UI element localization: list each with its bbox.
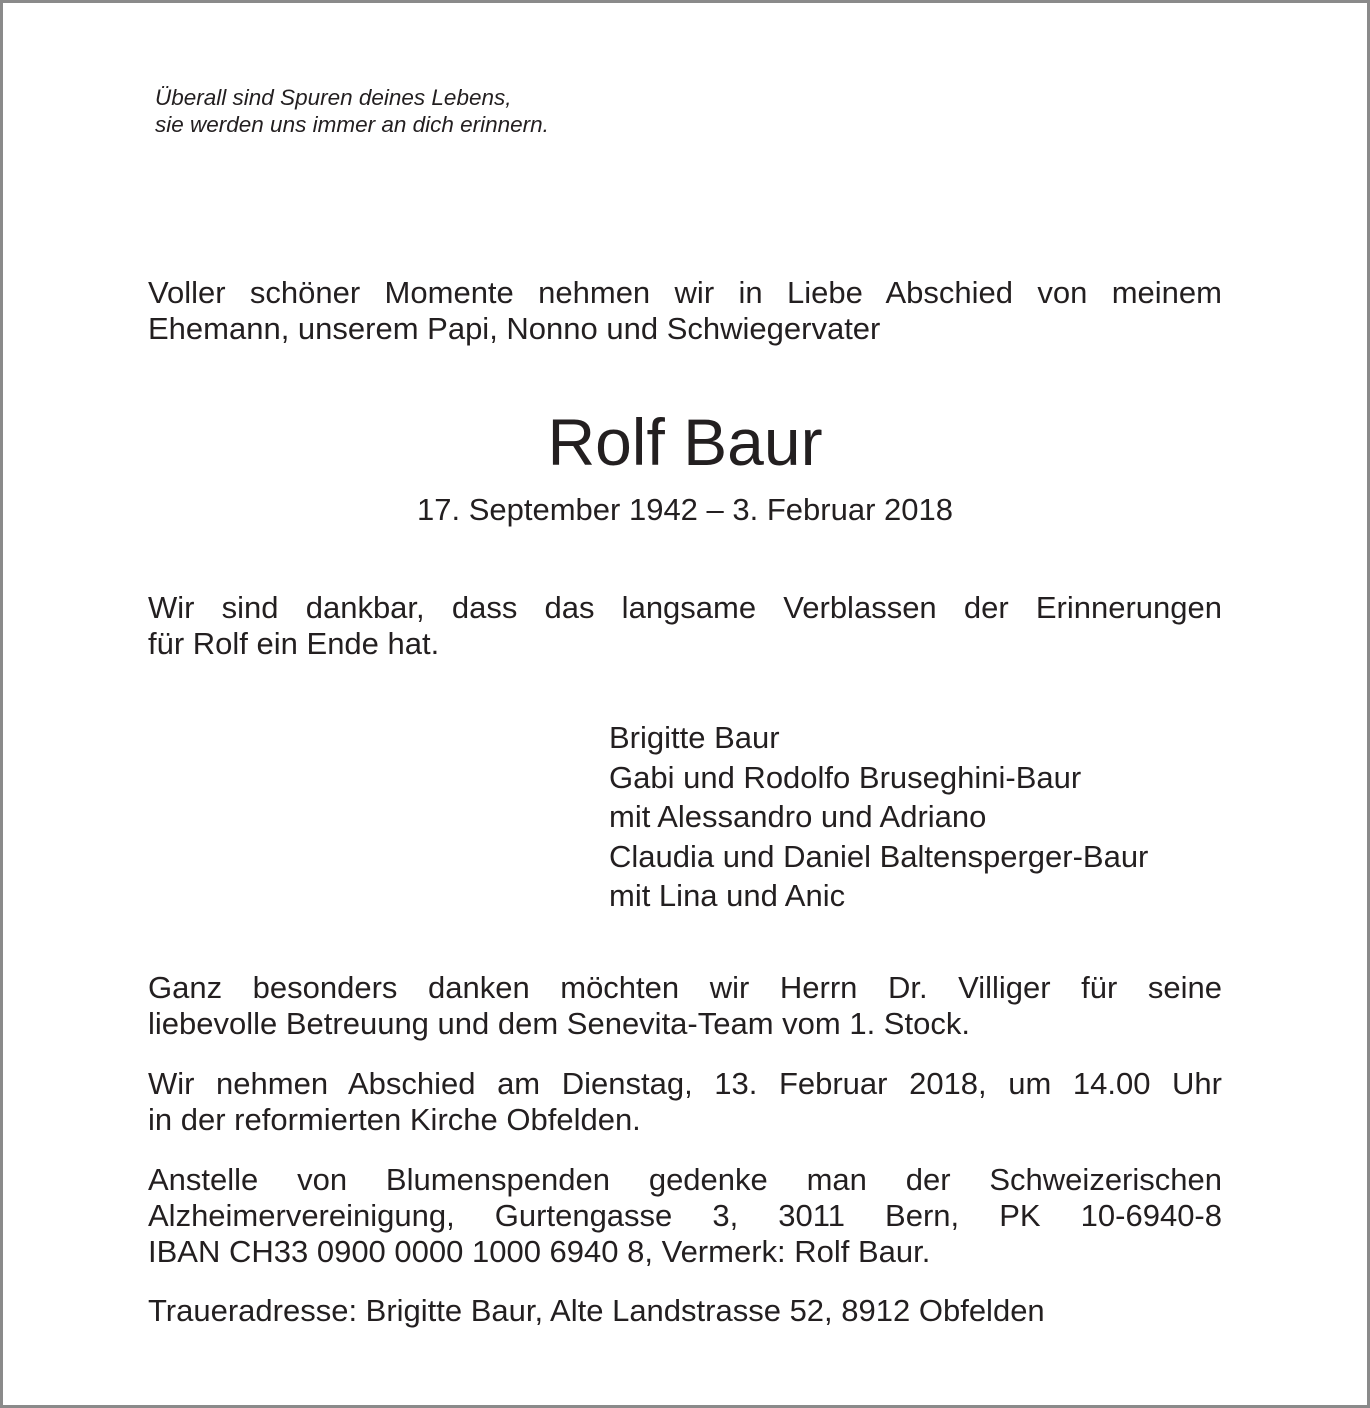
donations-line: Anstelle von Blumenspenden gedenke man der Schweizerischen: [148, 1162, 1222, 1197]
family-member: Claudia und Daniel Baltensperger-Baur: [609, 838, 1149, 874]
service-line: Wir nehmen Abschied am Dienstag, 13. Februar 2018, um 14.00 Uhr: [148, 1066, 1222, 1101]
gratitude-line: Wir sind dankbar, dass das langsame Verblassen der Erinnerungen: [148, 590, 1222, 625]
quote-line: sie werden uns immer an dich erinnern.: [155, 112, 549, 137]
quote-line: Überall sind Spuren deines Lebens,: [155, 85, 512, 110]
epigraph-quote: [155, 84, 549, 138]
family-member: Gabi und Rodolfo Bruseghini-Baur: [609, 759, 1082, 795]
service-line: in der reformierten Kirche Obfelden.: [148, 1102, 641, 1137]
family-member: mit Lina und Anic: [609, 878, 846, 913]
family-member: Brigitte Baur: [609, 720, 780, 755]
family-list: [609, 718, 1148, 916]
gratitude-paragraph: [148, 590, 1222, 662]
gratitude-line: für Rolf ein Ende hat.: [148, 626, 440, 661]
thanks-line: Ganz besonders danken möchten wir Herrn Dr. Villiger für seine: [148, 970, 1222, 1005]
intro-paragraph: [148, 275, 1222, 347]
deceased-name: Rolf Baur: [547, 405, 823, 479]
service-paragraph: [148, 1066, 1222, 1138]
family-member: mit Alessandro und Adriano: [609, 799, 987, 834]
donations-line: Alzheimervereinigung, Gurtengasse 3, 3011 Bern, PK 10-6940-8: [148, 1198, 1222, 1233]
intro-line: Voller schöner Momente nehmen wir in Liebe Abschied von meinem: [148, 275, 1222, 310]
intro-line: Ehemann, unserem Papi, Nonno und Schwiegervater: [148, 311, 881, 346]
donations-paragraph: [148, 1162, 1222, 1270]
thanks-line: liebevolle Betreuung und dem Senevita-Team vom 1. Stock.: [148, 1006, 970, 1041]
life-dates: 17. September 1942 – 3. Februar 2018: [417, 492, 953, 527]
mourning-address: Traueradresse: Brigitte Baur, Alte Landstrasse 52, 8912 Obfelden: [148, 1293, 1045, 1328]
thanks-paragraph: [148, 970, 1222, 1042]
donations-line: IBAN CH33 0900 0000 1000 6940 8, Vermerk: Rolf Baur.: [148, 1234, 931, 1269]
